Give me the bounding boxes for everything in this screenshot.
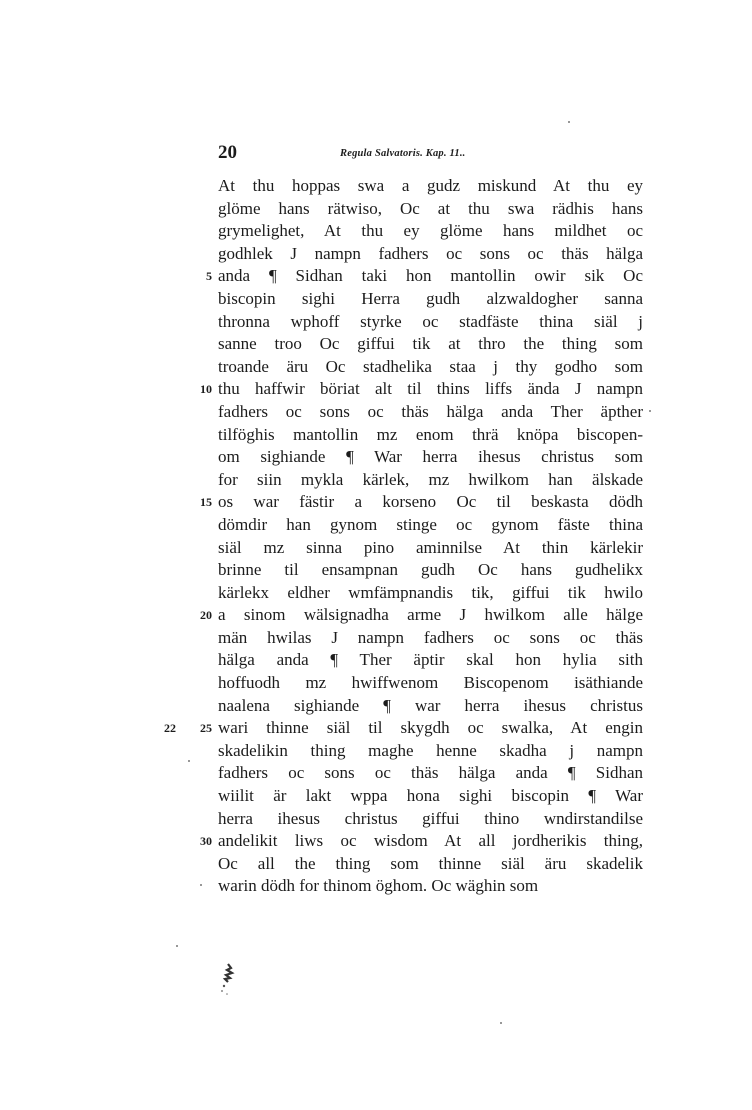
line-text: warin dödh for thinom öghom. Oc wäghin som xyxy=(218,876,539,896)
line-text: biscopin sighi Herra gudh alzwaldogher sanna xyxy=(218,288,643,308)
line-number: 20 xyxy=(200,608,212,623)
line-text: Oc all the thing som thinne siäl äru skadelik xyxy=(218,853,643,873)
text-line xyxy=(218,220,643,243)
line-text: om sighiande ¶ War herra ihesus christus som xyxy=(218,447,643,467)
text-line xyxy=(200,830,643,853)
line-number: 30 xyxy=(200,834,212,849)
text-line xyxy=(200,378,643,401)
text-line xyxy=(218,559,643,582)
line-number: 15 xyxy=(200,495,212,510)
text-line xyxy=(218,356,643,379)
line-text: siäl mz sinna pino aminnilse At thin kärlekir xyxy=(218,537,643,557)
text-line xyxy=(218,808,643,831)
line-text: for siin mykla kärlek, mz hwilkom han älskade xyxy=(218,469,643,489)
page-number: 20 xyxy=(218,142,237,163)
line-text: os war fästir a korseno Oc til beskasta dödh xyxy=(218,492,643,512)
line-text: thronna wphoff styrke oc stadfäste thina siäl j xyxy=(218,311,643,331)
text-line xyxy=(218,695,643,718)
paper-speck xyxy=(500,1022,502,1024)
line-text: godhlek J nampn fadhers oc sons oc thäs hälga xyxy=(218,243,643,263)
text-line xyxy=(200,491,643,514)
line-text: herra ihesus christus giffui thino wndirstandilse xyxy=(218,808,643,828)
text-line xyxy=(218,514,643,537)
line-text: thu haffwir böriat alt til thins liffs ända J nampn xyxy=(218,379,643,399)
line-text: tilföghis mantollin mz enom thrä knöpa biscopen- xyxy=(218,424,643,444)
text-line xyxy=(218,627,643,650)
text-line xyxy=(218,198,643,221)
line-number: 25 xyxy=(200,721,212,736)
line-text: anda ¶ Sidhan taki hon mantollin owir sik Oc xyxy=(218,266,643,286)
text-line xyxy=(218,762,643,785)
text-line xyxy=(218,333,643,356)
line-text: fadhers oc sons oc thäs hälga anda ¶ Sidhan xyxy=(218,763,643,783)
paper-speck xyxy=(176,945,178,947)
line-text: kärlekx eldher wmfämpnandis tik, giffui tik hwilo xyxy=(218,582,643,602)
page-header xyxy=(218,142,638,166)
text-line xyxy=(218,649,643,672)
line-text: naalena sighiande ¶ war herra ihesus christus xyxy=(218,695,643,715)
text-line xyxy=(218,175,643,198)
printer-ornament-icon xyxy=(218,962,240,998)
text-line xyxy=(218,311,643,334)
line-text: skadelikin thing maghe henne skadha j nampn xyxy=(218,740,643,760)
text-line xyxy=(218,785,643,808)
text-line xyxy=(218,582,643,605)
text-line xyxy=(206,265,643,288)
text-line xyxy=(218,243,643,266)
paper-speck xyxy=(188,760,190,762)
line-text: män hwilas J nampn fadhers oc sons oc thäs xyxy=(218,627,643,647)
text-line xyxy=(218,740,643,763)
text-line xyxy=(218,875,643,898)
running-head: Regula Salvatoris. Kap. 11.. xyxy=(340,148,466,159)
text-line xyxy=(218,401,643,424)
line-text: fadhers oc sons oc thäs hälga anda Ther äpther xyxy=(218,401,643,421)
line-number: 5 xyxy=(206,269,212,284)
text-line xyxy=(218,288,643,311)
line-text: dömdir han gynom stinge oc gynom fäste thina xyxy=(218,514,643,534)
line-text: hoffuodh mz hwiffwenom Biscopenom isäthiande xyxy=(218,673,643,693)
line-text: glöme hans rätwiso, Oc at thu swa rädhis hans xyxy=(218,198,643,218)
text-line xyxy=(200,604,643,627)
paper-speck xyxy=(649,410,651,412)
text-line xyxy=(164,717,643,740)
text-line xyxy=(218,469,643,492)
line-text: wari thinne siäl til skygdh oc swalka, At engin xyxy=(218,718,643,738)
line-text: brinne til ensampnan gudh Oc hans gudhelikx xyxy=(218,560,643,580)
text-line xyxy=(218,446,643,469)
paper-speck xyxy=(568,121,570,123)
line-text: hälga anda ¶ Ther äptir skal hon hylia sith xyxy=(218,650,643,670)
line-text: a sinom wälsignadha arme J hwilkom alle hälge xyxy=(218,605,643,625)
text-line xyxy=(218,853,643,876)
line-number: 10 xyxy=(200,382,212,397)
text-block xyxy=(164,175,643,898)
text-line xyxy=(218,672,643,695)
line-text: andelikit liws oc wisdom At all jordherikis thing, xyxy=(218,831,643,851)
line-text: wiilit är lakt wppa hona sighi biscopin ¶ War xyxy=(218,786,643,806)
line-text: At thu hoppas swa a gudz miskund At thu ey xyxy=(218,176,643,195)
margin-reference: 22 xyxy=(164,721,176,736)
paper-speck xyxy=(200,884,202,886)
text-line xyxy=(218,537,643,560)
line-text: troande äru Oc stadhelika staa j thy godho som xyxy=(218,356,643,376)
text-line xyxy=(218,424,643,447)
line-text: grymelighet, At thu ey glöme hans mildhet oc xyxy=(218,221,643,241)
line-text: sanne troo Oc giffui tik at thro the thing som xyxy=(218,334,643,354)
